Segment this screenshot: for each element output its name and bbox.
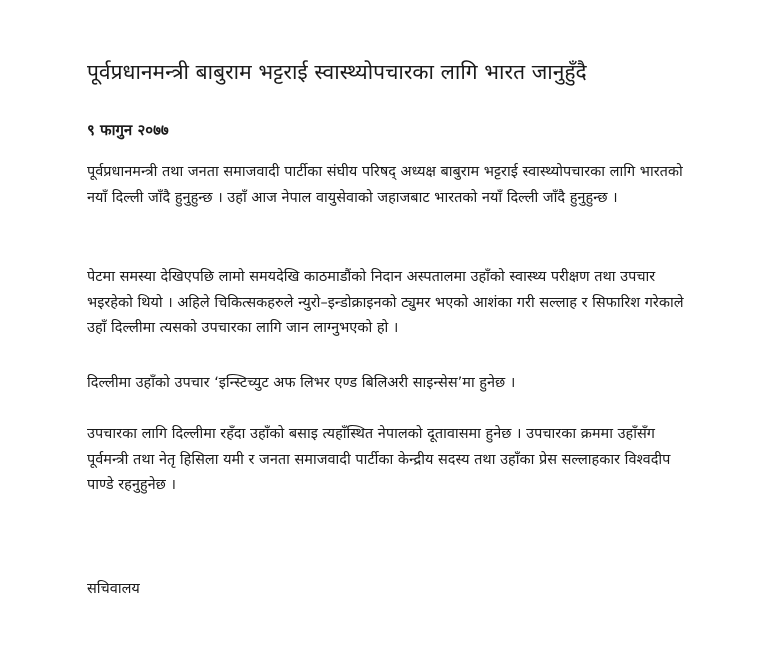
- body-paragraph-3: दिल्लीमा उहाँको उपचार ‘इन्स्टिच्युट अफ लिभर एण्ड बिलिअरी साइन्सेस’मा हुनेछ ।: [87, 375, 516, 391]
- body-paragraph-2: पेटमा समस्या देखिएपछि लामो समयदेखि काठमाडौंको निदान अस्पतालमा उहाँको स्वास्थ्य परीक्षण तथा उपचार भइरहेको थियो । अहिले चिकित्सकहरुले न्युरो–इन्डोक्राइनको ट्युमर भएको आशंका गरी सल्लाह र सिफारिश गरेकाले उहाँ दिल्लीमा त्यसको उपचारका लागि जान लाग्नुभएको हो ।: [87, 269, 684, 336]
- release-date: ९ फागुन २०७७: [87, 121, 169, 139]
- body-paragraph-1: पूर्वप्रधानमन्त्री तथा जनता समाजवादी पार्टीका संघीय परिषद् अध्यक्ष बाबुराम भट्टराई स्वास्थ्योपचारका लागि भारतको नयाँ दिल्ली जाँदै हुनुहुन्छ । उहाँ आज नेपाल वायुसेवाको जहाजबाट भारतको नयाँ दिल्ली जाँदै हुनुहुन्छ ।: [87, 164, 683, 206]
- body-paragraph-4: उपचारका लागि दिल्लीमा रहँदा उहाँको बसाइ त्यहाँस्थित नेपालको दूतावासमा हुनेछ । उपचारका क्रममा उहाँसँग पूर्वमन्त्री तथा नेतृ हिसिला यमी र जनता समाजवादी पार्टीका केन्द्रीय सदस्य तथा उहाँका प्रेस सल्लाहकार विश्वदीप पाण्डे रहनुहुनेछ ।: [87, 426, 671, 493]
- signature: सचिवालय: [87, 581, 140, 597]
- page-title: पूर्वप्रधानमन्त्री बाबुराम भट्टराई स्वास्थ्योपचारका लागि भारत जानुहुँदै: [87, 60, 587, 84]
